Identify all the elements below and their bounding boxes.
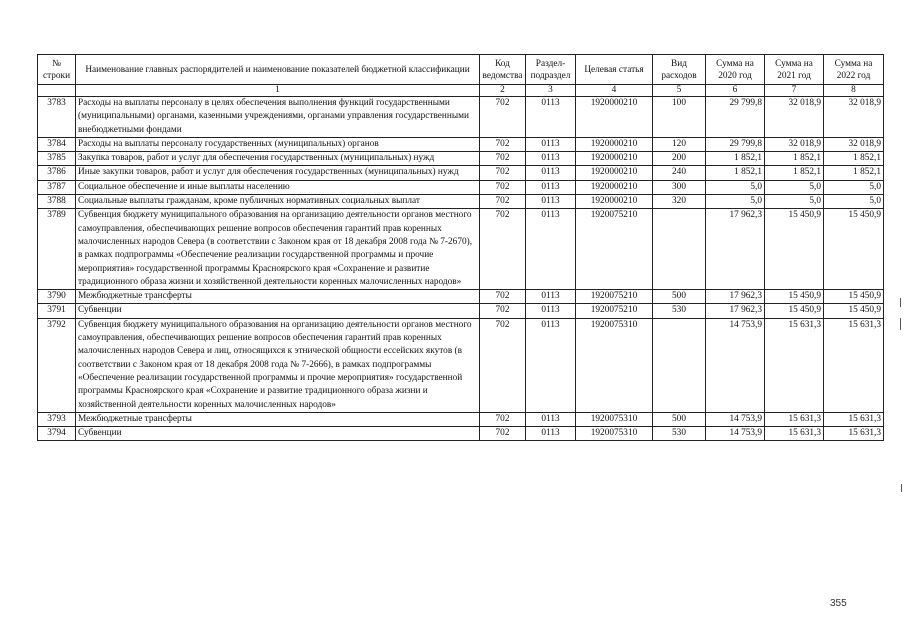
sum-2020-cell: 29 799,8: [706, 137, 765, 151]
sum-2022-cell: 15 450,9: [824, 290, 884, 304]
expense-type-cell: 200: [653, 152, 706, 166]
sum-2021-cell: 5,0: [765, 180, 824, 194]
expense-type-cell: 500: [653, 290, 706, 304]
dept-code-cell: 702: [480, 195, 526, 209]
column-numbers-row: [38, 85, 884, 97]
expense-type-cell: 500: [653, 412, 706, 426]
column-number: 8: [824, 85, 884, 97]
target-cell: 1920000210: [576, 166, 653, 180]
target-cell: 1920075310: [576, 427, 653, 441]
sum-2020-cell: 1 852,1: [706, 166, 765, 180]
target-cell: 1920000210: [576, 152, 653, 166]
dept-code-cell: 702: [480, 304, 526, 318]
target-cell: 1920000210: [576, 97, 653, 138]
expense-type-cell: 300: [653, 180, 706, 194]
table-row: [38, 427, 884, 441]
row-name-cell: Субвенции: [76, 304, 480, 318]
header-sum-2021: Сумма на 2021 год: [765, 55, 824, 85]
table-row: [38, 166, 884, 180]
row-number-cell: 3784: [38, 137, 76, 151]
column-number: 2: [480, 85, 526, 97]
section-cell: 0113: [526, 412, 576, 426]
dept-code-cell: 702: [480, 180, 526, 194]
row-number-cell: 3793: [38, 412, 76, 426]
table-row: [38, 97, 884, 138]
header-section: Раздел- подраздел: [526, 55, 576, 85]
table-row: [38, 318, 884, 412]
column-number: 7: [765, 85, 824, 97]
table-header: [38, 55, 884, 97]
target-cell: 1920075210: [576, 209, 653, 290]
table-row: [38, 137, 884, 151]
dept-code-cell: 702: [480, 137, 526, 151]
sum-2021-cell: 15 450,9: [765, 304, 824, 318]
sum-2021-cell: 15 450,9: [765, 290, 824, 304]
table-row: [38, 152, 884, 166]
target-cell: 1920000210: [576, 137, 653, 151]
row-number-cell: 3788: [38, 195, 76, 209]
table-row: [38, 180, 884, 194]
row-name-cell: Социальные выплаты гражданам, кроме публичных нормативных социальных выплат: [76, 195, 480, 209]
row-name-cell: Социальное обеспечение и иные выплаты населению: [76, 180, 480, 194]
header-expense-type: Вид расходов: [653, 55, 706, 85]
section-cell: 0113: [526, 152, 576, 166]
expense-type-cell: [653, 209, 706, 290]
dept-code-cell: 702: [480, 209, 526, 290]
scan-artifact: [900, 298, 901, 307]
target-cell: 1920075210: [576, 304, 653, 318]
sum-2021-cell: 15 631,3: [765, 412, 824, 426]
expense-type-cell: [653, 318, 706, 412]
sum-2021-cell: 15 450,9: [765, 209, 824, 290]
row-name-cell: Расходы на выплаты персоналу государственных (муниципальных) органов: [76, 137, 480, 151]
sum-2021-cell: 32 018,9: [765, 137, 824, 151]
column-number: 3: [526, 85, 576, 97]
row-name-cell: Субвенции: [76, 427, 480, 441]
table-row: [38, 209, 884, 290]
expense-type-cell: 530: [653, 427, 706, 441]
page-number: 355: [830, 598, 847, 609]
table-row: [38, 304, 884, 318]
sum-2022-cell: 5,0: [824, 195, 884, 209]
row-number-cell: 3792: [38, 318, 76, 412]
section-cell: 0113: [526, 209, 576, 290]
scan-artifact: [901, 484, 902, 492]
dept-code-cell: 702: [480, 152, 526, 166]
column-number: 6: [706, 85, 765, 97]
section-cell: 0113: [526, 318, 576, 412]
expense-type-cell: 120: [653, 137, 706, 151]
budget-table: [37, 54, 884, 441]
row-name-cell: Расходы на выплаты персоналу в целях обеспечения выполнения функций государственными (муниципальными) органами, казенными учреждениями, органами управления государственными внебюджетными фондами: [76, 97, 480, 138]
dept-code-cell: 702: [480, 318, 526, 412]
sum-2020-cell: 17 962,3: [706, 290, 765, 304]
sum-2022-cell: 15 631,3: [824, 412, 884, 426]
expense-type-cell: 530: [653, 304, 706, 318]
row-number-cell: 3785: [38, 152, 76, 166]
sum-2020-cell: 14 753,9: [706, 412, 765, 426]
row-number-cell: 3787: [38, 180, 76, 194]
table-row: [38, 195, 884, 209]
dept-code-cell: 702: [480, 412, 526, 426]
row-number-cell: 3790: [38, 290, 76, 304]
table-row: [38, 290, 884, 304]
expense-type-cell: 240: [653, 166, 706, 180]
row-name-cell: Субвенция бюджету муниципального образования на организацию деятельности органов местного самоуправления, обеспечивающих решение вопросов обеспечения гарантий прав коренных малочисленных народов Севера (в соответствии с Законом края от 18 декабря 2008 года № 7-2670), в рамках подпрограммы «Обеспечение реализации государственной программы и прочие мероприятия» государственной программы Красноярского края «Сохранение и развитие традиционного образа жизни и хозяйственной деятельности коренных малочисленных народов»: [76, 209, 480, 290]
sum-2020-cell: 17 962,3: [706, 304, 765, 318]
header-sum-2020: Сумма на 2020 год: [706, 55, 765, 85]
table-body: [38, 97, 884, 441]
scan-artifact: [900, 318, 901, 330]
section-cell: 0113: [526, 137, 576, 151]
section-cell: 0113: [526, 166, 576, 180]
header-target: Целевая статья: [576, 55, 653, 85]
sum-2022-cell: 15 631,3: [824, 318, 884, 412]
dept-code-cell: 702: [480, 427, 526, 441]
expense-type-cell: 100: [653, 97, 706, 138]
sum-2020-cell: 1 852,1: [706, 152, 765, 166]
section-cell: 0113: [526, 180, 576, 194]
column-number: 5: [653, 85, 706, 97]
section-cell: 0113: [526, 290, 576, 304]
sum-2021-cell: 15 631,3: [765, 427, 824, 441]
sum-2021-cell: 5,0: [765, 195, 824, 209]
section-cell: 0113: [526, 97, 576, 138]
sum-2022-cell: 32 018,9: [824, 137, 884, 151]
sum-2020-cell: 14 753,9: [706, 427, 765, 441]
sum-2021-cell: 32 018,9: [765, 97, 824, 138]
target-cell: 1920000210: [576, 180, 653, 194]
section-cell: 0113: [526, 304, 576, 318]
expense-type-cell: 320: [653, 195, 706, 209]
sum-2021-cell: 1 852,1: [765, 166, 824, 180]
section-cell: 0113: [526, 195, 576, 209]
header-row-number: № строки: [38, 55, 76, 85]
dept-code-cell: 702: [480, 97, 526, 138]
dept-code-cell: 702: [480, 290, 526, 304]
row-name-cell: Субвенция бюджету муниципального образования на организацию деятельности органов местного самоуправления, обеспечивающих решение вопросов обеспечения гарантий прав коренных малочисленных народов Севера и лиц, относящихся к этнической общности ессейских якутов (в соответствии с Законом края от 18 декабря 2008 года № 7-2666), в рамках подпрограммы «Обеспечение реализации государственной программы и прочие мероприятия» государственной программы Красноярского края «Сохранение и развитие традиционного образа жизни и хозяйственной деятельности коренных малочисленных народов»: [76, 318, 480, 412]
sum-2020-cell: 14 753,9: [706, 318, 765, 412]
sum-2020-cell: 29 799,8: [706, 97, 765, 138]
sum-2022-cell: 5,0: [824, 180, 884, 194]
row-number-cell: 3794: [38, 427, 76, 441]
sum-2020-cell: 17 962,3: [706, 209, 765, 290]
column-number: 4: [576, 85, 653, 97]
target-cell: 1920000210: [576, 195, 653, 209]
dept-code-cell: 702: [480, 166, 526, 180]
sum-2022-cell: 1 852,1: [824, 166, 884, 180]
row-name-cell: Закупка товаров, работ и услуг для обеспечения государственных (муниципальных) нужд: [76, 152, 480, 166]
sum-2022-cell: 1 852,1: [824, 152, 884, 166]
sum-2020-cell: 5,0: [706, 180, 765, 194]
row-number-cell: 3783: [38, 97, 76, 138]
column-number: [38, 85, 76, 97]
row-name-cell: Иные закупки товаров, работ и услуг для обеспечения государственных (муниципальных) нужд: [76, 166, 480, 180]
row-number-cell: 3789: [38, 209, 76, 290]
section-cell: 0113: [526, 427, 576, 441]
target-cell: 1920075310: [576, 412, 653, 426]
header-name: Наименование главных распорядителей и наименование показателей бюджетной классификации: [76, 55, 480, 85]
row-name-cell: Межбюджетные трансферты: [76, 290, 480, 304]
sum-2021-cell: 1 852,1: [765, 152, 824, 166]
row-number-cell: 3791: [38, 304, 76, 318]
sum-2022-cell: 15 450,9: [824, 304, 884, 318]
target-cell: 1920075210: [576, 290, 653, 304]
row-number-cell: 3786: [38, 166, 76, 180]
sum-2022-cell: 15 450,9: [824, 209, 884, 290]
target-cell: 1920075310: [576, 318, 653, 412]
sum-2022-cell: 32 018,9: [824, 97, 884, 138]
table-row: [38, 412, 884, 426]
column-number: 1: [76, 85, 480, 97]
header-dept-code: Код ведомства: [480, 55, 526, 85]
sum-2020-cell: 5,0: [706, 195, 765, 209]
sum-2022-cell: 15 631,3: [824, 427, 884, 441]
sum-2021-cell: 15 631,3: [765, 318, 824, 412]
header-sum-2022: Сумма на 2022 год: [824, 55, 884, 85]
row-name-cell: Межбюджетные трансферты: [76, 412, 480, 426]
